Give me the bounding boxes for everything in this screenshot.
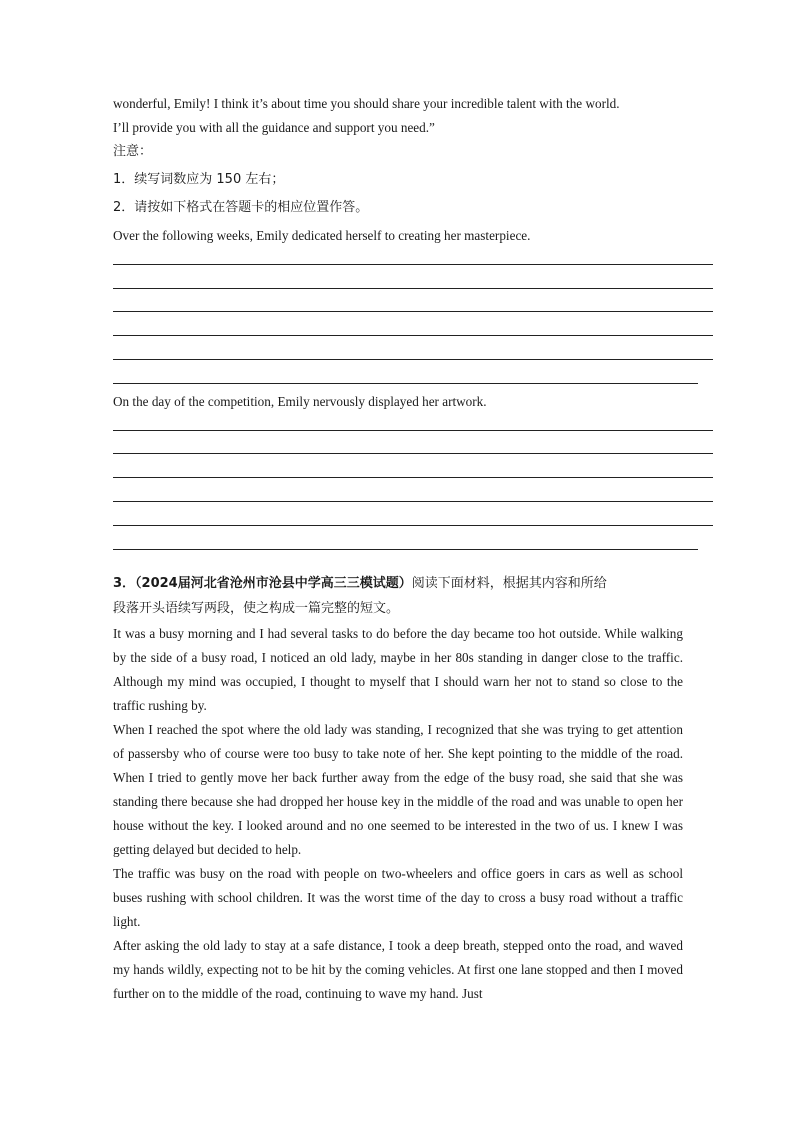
document-page xyxy=(113,92,683,1006)
passage-paragraph-3: The traffic was busy on the road with people on two-wheelers and office goers in cars as well as school buses rushing with school children. It was the worst time of the day to cross a busy road without a traffic light. xyxy=(113,865,683,929)
passage-paragraph-4: After asking the old lady to stay at a safe distance, I took a deep breath, stepped onto the road, and waved my hands wildly, expecting not to be hit by the coming vehicles. At first one lane stopped and then I moved further on to the middle of the road, continuing to wave my hand. Just xyxy=(113,937,683,1001)
note-item-1: 1．续写词数应为 150 左右； xyxy=(113,172,285,187)
question-instruction-2: 段落开头语续写两段，使之构成一篇完整的短文。 xyxy=(113,600,400,616)
answer-line[interactable] xyxy=(113,383,698,384)
question-3-title xyxy=(113,572,683,596)
answer-line[interactable] xyxy=(113,264,713,265)
answer-line[interactable] xyxy=(113,311,713,312)
note-item-2: 2．请按如下格式在答题卡的相应位置作答。 xyxy=(113,200,369,215)
answer-line[interactable] xyxy=(113,525,713,526)
answer-line[interactable] xyxy=(113,501,713,502)
answer-line[interactable] xyxy=(113,430,713,431)
question-instruction-1: 阅读下面材料，根据其内容和所给 xyxy=(411,575,607,591)
answer-line[interactable] xyxy=(113,335,713,336)
answer-lines-block-1 xyxy=(113,264,713,384)
answer-line[interactable] xyxy=(113,288,713,289)
answer-line[interactable] xyxy=(113,549,698,550)
question-number: 3． xyxy=(113,575,136,591)
question-source: （2024届河北省沧州市沧县中学高三三模试题） xyxy=(135,575,412,591)
answer-line[interactable] xyxy=(113,477,713,478)
passage-end-line-1: wonderful, Emily! I think it’s about time you should share your incredible talent with the world. xyxy=(113,96,620,111)
answer-line[interactable] xyxy=(113,453,713,454)
passage-paragraph-1: It was a busy morning and I had several tasks to do before the day became too hot outside. While walking by the side of a busy road, I noticed an old lady, maybe in her 80s standing in danger close to the traffic. Although my mind was occupied, I thought to myself that I should warn her not to stand so close to the traffic rushing by. xyxy=(113,625,683,713)
paragraph-starter-1: Over the following weeks, Emily dedicated herself to creating her masterpiece. xyxy=(113,228,531,243)
note-heading: 注意： xyxy=(113,144,153,159)
answer-lines-block-2 xyxy=(113,430,713,550)
paragraph-starter-2: On the day of the competition, Emily nervously displayed her artwork. xyxy=(113,393,487,409)
answer-line[interactable] xyxy=(113,359,713,360)
passage-paragraph-2: When I reached the spot where the old lady was standing, I recognized that she was trying to get attention of passersby who of course were too busy to take note of her. She kept pointing to the middle of the road. When I tried to gently move her back further away from the edge of the busy road, she said that she was standing there because she had dropped her house key in the middle of the road and was unable to open her house without the key. I looked around and no one seemed to be interested in the two of us. I knew I was getting delayed but decided to help. xyxy=(113,721,683,857)
passage-end-line-2: I’ll provide you with all the guidance and support you need.” xyxy=(113,120,435,135)
